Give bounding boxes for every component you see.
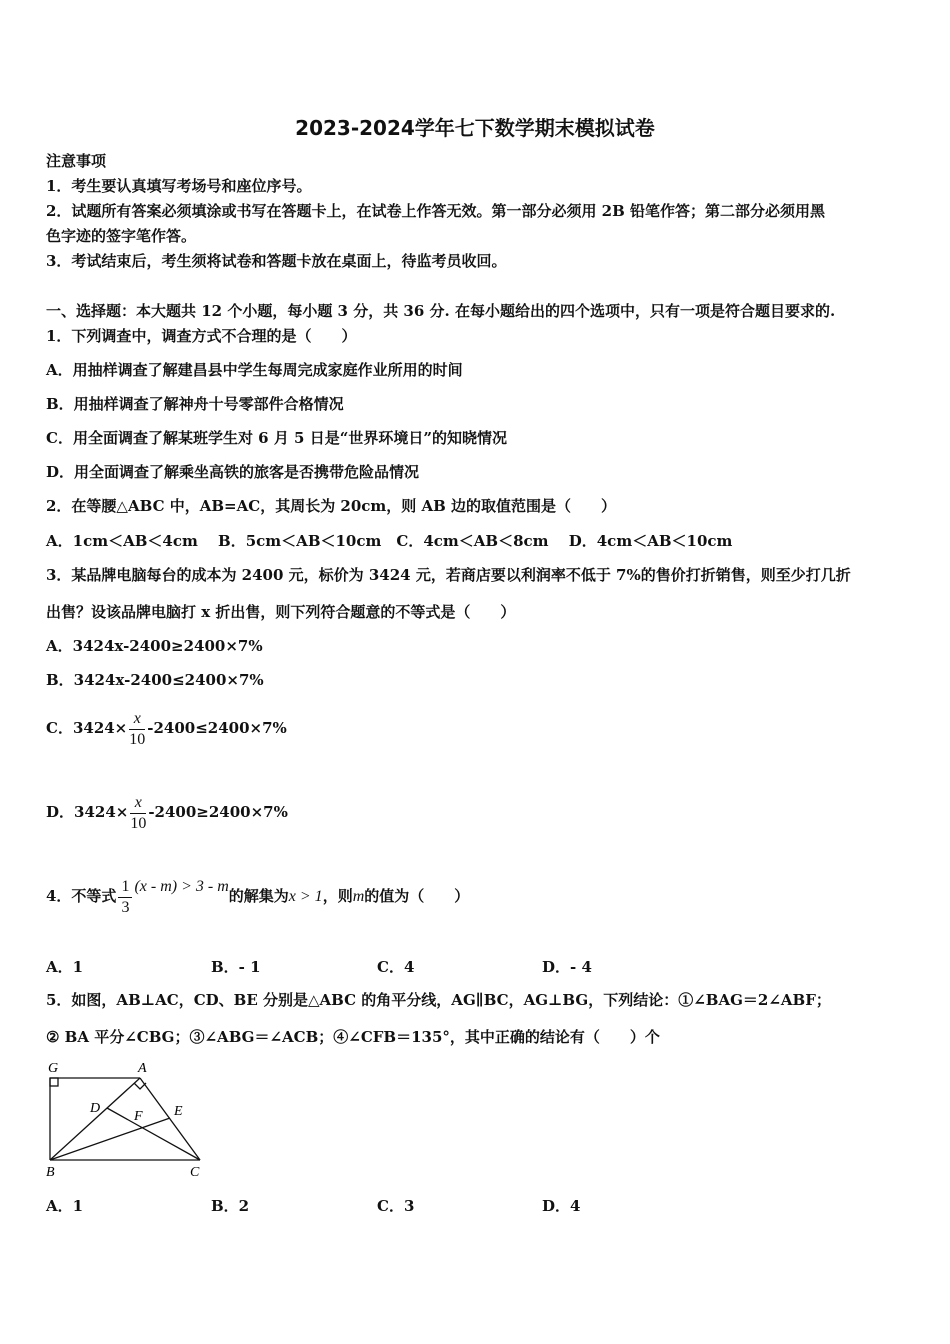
notice-item: 2．试题所有答案必须填涂或书写在答题卡上，在试卷上作答无效。第一部分必须用 2B 铅笔作答；第二部分必须用黑 [46,202,826,220]
q3-d-suffix: -2400≥2400×7% [148,803,288,821]
q1-option-d: D．用全面调查了解乘坐高铁的旅客是否携带危险品情况 [46,463,420,481]
page-title: 2023-2024学年七下数学期末模拟试卷 [295,116,655,140]
q4-expression: (x - m) > 3 - m [134,878,229,895]
fraction [130,793,146,834]
q4-prefix: 4．不等式 [46,887,117,905]
label-f: F [134,1109,143,1124]
q4-option-c: C．4 [377,958,415,976]
q4-option-d: D．- 4 [542,958,592,976]
fraction-denominator: 10 [130,814,147,832]
q3-option-d [46,792,288,834]
q4-middle2: ，则 [322,887,353,905]
label-d: D [90,1101,101,1116]
fraction [129,709,145,750]
q4-middle: 的解集为 [228,887,289,905]
label-g: G [48,1061,59,1076]
right-angle-mark-g [50,1078,58,1086]
q4-option-b: B．- 1 [211,958,261,976]
segment-ac [140,1078,200,1160]
segment-cd [107,1108,200,1160]
q1-option-a: A．用抽样调查了解建昌县中学生每周完成家庭作业所用的时间 [46,361,463,379]
q4-variable: m [352,888,365,905]
q2-stem: 2．在等腰△ABC 中，AB=AC，其周长为 20cm，则 AB 边的取值范围是（ ） [46,497,617,515]
label-a: A [138,1061,147,1076]
q3-option-a: A．3424x-2400≥2400×7% [46,637,263,655]
q4-solution: x > 1 [288,888,323,905]
q1-option-c: C．用全面调查了解某班学生对 6 月 5 日是“世界环境日”的知晓情况 [46,429,507,447]
segment-be [50,1118,170,1160]
notice-item: 1．考生要认真填写考场号和座位序号。 [46,177,312,195]
section-heading: 一、选择题：本大题共 12 个小题，每小题 3 分，共 36 分. 在每小题给出的四个选项中，只有一项是符合题目要求的. [46,302,836,320]
fraction-denominator: 10 [129,730,146,748]
q4-stem [46,876,469,918]
q5-option-b: B．2 [211,1197,250,1215]
q5-option-c: C．3 [377,1197,415,1215]
q1-stem: 1．下列调查中，调查方式不合理的是（ ） [46,327,357,345]
q2-options: A．1cm＜AB＜4cm B．5cm＜AB＜10cm C．4cm＜AB＜8cm D．4cm＜AB＜10cm [46,532,733,550]
q5-geometry-figure [40,1052,220,1182]
notice-item: 色字迹的签字笔作答。 [46,227,197,245]
fraction-numerator: x [130,793,146,814]
q3-option-c [46,708,287,750]
fraction-numerator: x [129,709,145,730]
q5-option-a: A．1 [46,1197,84,1215]
q5-stem-line2: ② BA 平分∠CBG；③∠ABG＝∠ACB；④∠CFB＝135°，其中正确的结论有（ ）个 [46,1028,660,1046]
q3-stem-line2: 出售？设该品牌电脑打 x 折出售，则下列符合题意的不等式是（ ） [46,603,516,621]
q3-d-prefix: D．3424× [46,803,129,821]
q3-c-prefix: C．3424× [46,719,128,737]
q3-stem-line1: 3．某品牌电脑每台的成本为 2400 元，标价为 3424 元，若商店要以利润率不低于 7%的售价打折销售，则至少打几折 [46,566,851,584]
label-b: B [46,1165,55,1180]
label-c: C [190,1165,200,1180]
fraction-denominator: 3 [121,898,130,916]
notice-item: 3．考试结束后，考生须将试卷和答题卡放在桌面上，待监考员收回。 [46,252,507,270]
q3-c-suffix: -2400≤2400×7% [147,719,287,737]
notice-heading: 注意事项 [46,152,107,170]
label-e: E [174,1104,183,1119]
fraction-numerator: 1 [118,877,132,898]
q4-option-a: A．1 [46,958,84,976]
q5-option-d: D．4 [542,1197,581,1215]
right-angle-mark-a [134,1083,146,1089]
q4-suffix: 的值为（ ） [364,887,470,905]
q5-stem-line1: 5．如图，AB⊥AC，CD、BE 分别是△ABC 的角平分线，AG∥BC，AG⊥BG，下列结论：①∠BAG＝2∠ABF； [46,991,831,1009]
q3-option-b: B．3424x-2400≤2400×7% [46,671,264,689]
fraction [118,877,132,918]
q1-option-b: B．用抽样调查了解神舟十号零部件合格情况 [46,395,344,413]
